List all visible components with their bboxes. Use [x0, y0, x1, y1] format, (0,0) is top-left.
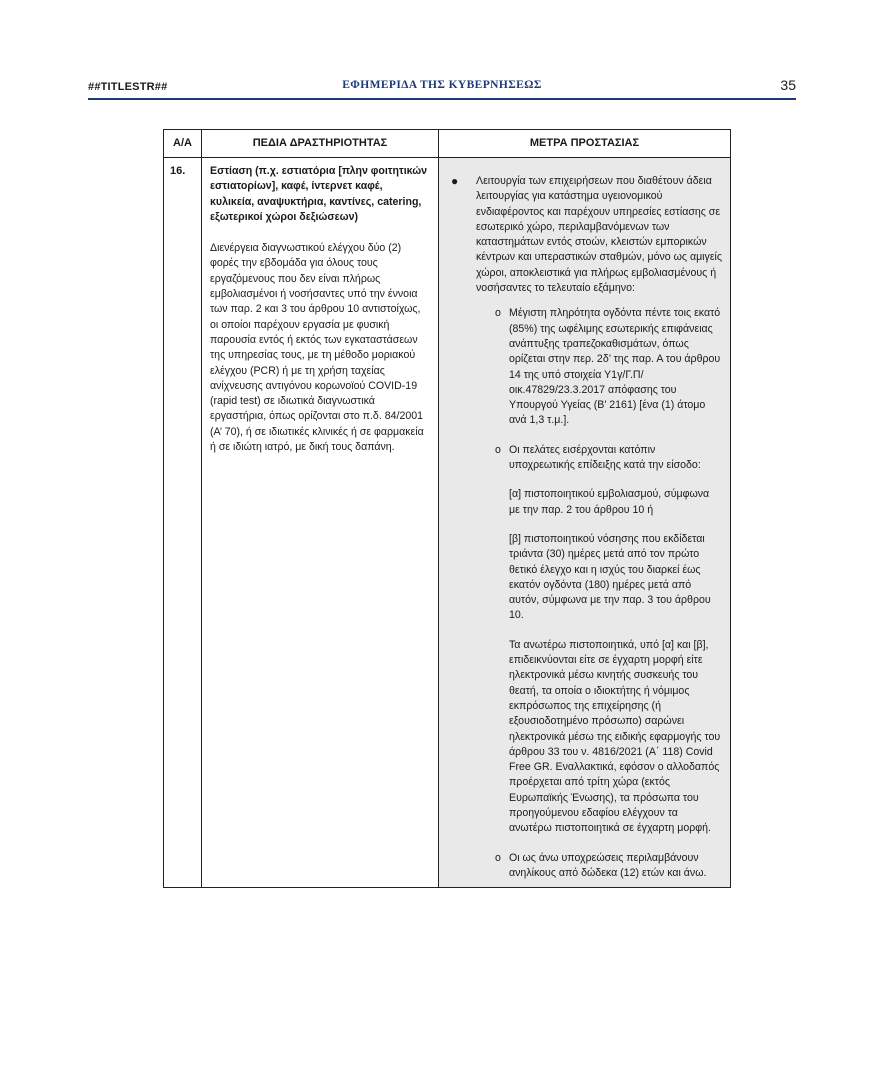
sub2-c-text: Τα ανωτέρω πιστοποιητικά, υπό [α] και [β], επιδεικνύονται είτε σε έγχαρτη μορφή είτε ηλεκτρονικά μέσω κινητής συσκευής του θεατή, τα οποία ο ιδιοκτήτης ή νόμιμος εκπρόσωπος της επιχείρησης (ή εξουσιοδοτημένο πρόσωπο) σαρώνει ηλεκτρονικά μέσω της ειδικής εφαρμογής του άρθρου 33 του ν. 4816/2021 (Α΄ 118) Covid Free GR. Εναλλακτικά, εφόσον ο αλλοδαπός προέρχεται από τρίτη χώρα (εκτός Ευρωπαϊκής Ένωσης), τα πρόσωπα του προηγούμενου εδαφίου ελέγχουν τα ανωτέρω πιστοποιητικά σε έγχαρτη μορφή.: [509, 638, 721, 835]
sub-item-entry: [439, 443, 722, 474]
circle-bullet-icon: o: [495, 851, 501, 864]
sector-text: Διενέργεια διαγνωστικού ελέγχου δύο (2) φορές την εβδομάδα για όλους τους εργαζόμενους που δεν είναι πλήρως εμβολιασμένοι ή νοσήσαντες υπό την έννοια των παρ. 2 και 3 του άρθρου 10 αντιστοίχως, οι οποίοι παρέχουν εργασία με φυσική παρουσία εντός ή εκτός των εγκαταστάσεων της υπηρεσίας τους, με τη μέθοδο μοριακού ελέγχου (PCR) ή με τη χρήση ταχείας ανίχνευσης αντιγόνου κορωνοϊού COVID-19 (rapid test) σε ιδιωτικά διαγνωστικά εργαστήρια, όπως ορίζονται στο π.δ. 84/2001 (Α’ 70), ή σε ιδιωτικές κλινικές ή σε φαρμακεία ή σε ιδιώτη ιατρό, με δική τους δαπάνη.: [210, 242, 424, 454]
sub3-text: Οι ως άνω υποχρεώσεις περιλαμβάνουν ανηλίκους από δώδεκα (12) ετών και άνω.: [509, 851, 707, 879]
circle-bullet-icon: o: [495, 443, 501, 456]
sub2-b-text: [β] πιστοποιητικού νόσησης που εκδίδεται τριάντα (30) ημέρες μετά από τον πρώτο θετικό έλεγχο και η ισχύς του διαρκεί έως εκατόν ογδόντα (180) ημέρες μετά από αυτόν, σύμφωνα με την παρ. 3 του άρθρου 10.: [509, 532, 711, 622]
row-number: 16.: [164, 158, 202, 888]
sector-cell: [202, 158, 439, 888]
sub2-text: Οι πελάτες εισέρχονται κατόπιν υποχρεωτικής επίδειξης κατά την είσοδο:: [509, 443, 701, 472]
sub1-text: Μέγιστη πληρότητα ογδόντα πέντε τοις εκατό (85%) της ωφέλιμης εσωτερικής επιφάνειας ανάπτυξης τραπεζοκαθισμάτων, όπως ορίζεται στην περ. 2δ’ της παρ. Α του άρθρου 14 της υπό στοιχεία Υ1γ/Γ.Π/οικ.47829/23.3.2017 απόφασης του Υπουργού Υγείας (Β’ 2161) [ένα (1) άτομο ανά 1,3 τ.μ.].: [509, 307, 721, 427]
sub-item-minors: [439, 851, 722, 882]
header-sector: ΠΕΔΙΑ ΔΡΑΣΤΗΡΙΟΤΗΤΑΣ: [202, 130, 439, 158]
measures-table: [163, 129, 731, 888]
sub2-a-text: [α] πιστοποιητικού εμβολιασμού, σύμφωνα με την παρ. 2 του άρθρου 10 ή: [509, 488, 710, 516]
bullet-icon: ●: [451, 174, 459, 188]
title-placeholder: ##TITLESTR##: [88, 81, 168, 93]
gazette-title: ΕΦΗΜΕΡΙΔΑ ΤΗΣ ΚΥΒΕΡΝΗΣΕΩΣ: [342, 79, 542, 91]
header-number: Α/Α: [164, 130, 202, 158]
circle-bullet-icon: o: [495, 307, 501, 320]
header-rule: [88, 98, 796, 100]
page-header: [88, 76, 796, 100]
header-measures: ΜΕΤΡΑ ΠΡΟΣΤΑΣΙΑΣ: [439, 130, 731, 158]
main-bullet: [439, 174, 722, 296]
sector-title: Εστίαση (π.χ. εστιατόρια [πλην φοιτητικών εστιατορίων], καφέ, ίντερνετ καφέ, κυλικεία, αναψυκτήρια, καντίνες, catering, εξωτερικοί χώροι δεξιώσεων): [210, 165, 428, 223]
table-row: [164, 158, 731, 888]
table-header-row: [164, 130, 731, 158]
page-number: 35: [780, 77, 796, 93]
measures-cell: [439, 158, 731, 888]
sub-item-capacity: [439, 306, 722, 428]
measure-main-text: Λειτουργία των επιχειρήσεων που διαθέτουν άδεια λειτουργίας για κατάστημα υγειονομικού ενδιαφέροντος και παρέχουν υπηρεσίες εστίασης σε εσωτερικό χώρο, περιλαμβανόμενων των καταστημάτων εντός στοών, κλειστών εμπορικών κέντρων και υπεραστικών σταθμών, μόνο ως αμιγείς χώροι, αποκλειστικά για πλήρως εμβολιασμένους ή νοσήσαντες το τελευταίο εξάμηνο:: [476, 175, 723, 295]
